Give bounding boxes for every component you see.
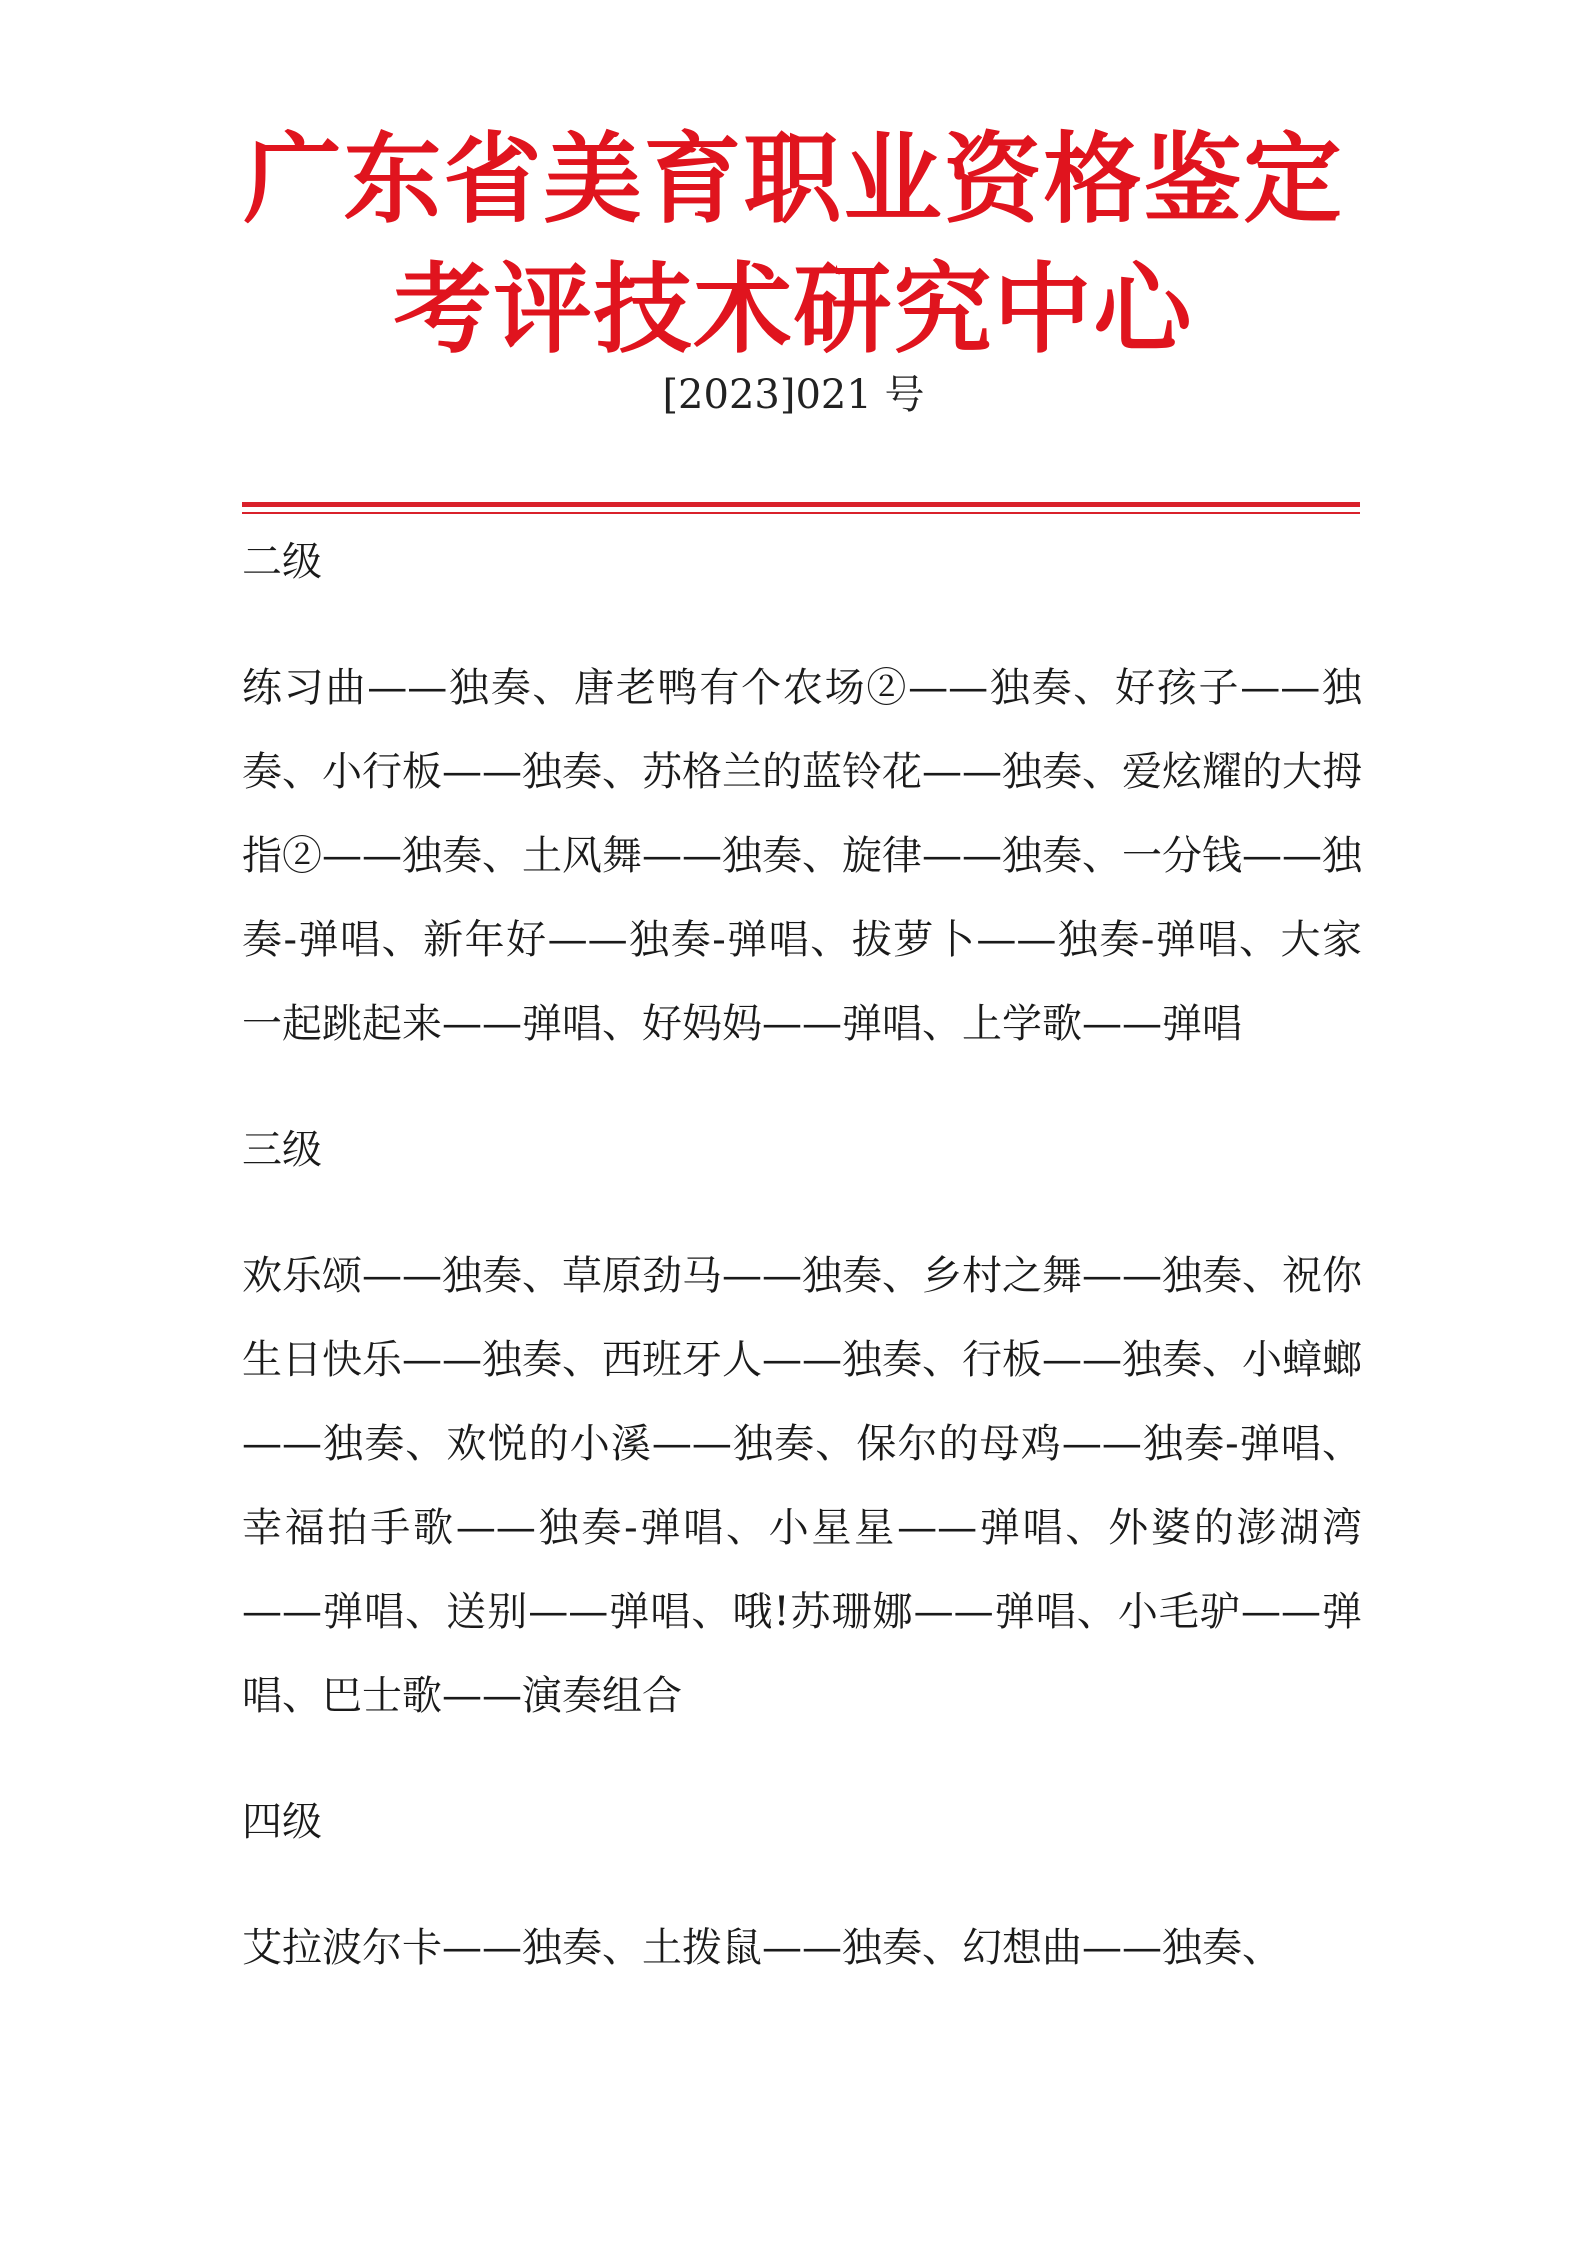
level-section-2 bbox=[242, 520, 1362, 1066]
document-body bbox=[242, 520, 1362, 1990]
document-title-line-1: 广东省美育职业资格鉴定 bbox=[243, 122, 1344, 237]
level-section-4 bbox=[242, 1780, 1362, 1990]
repertoire-list: 艾拉波尔卡——独奏、土拨鼠——独奏、幻想曲——独奏、 bbox=[242, 1925, 1282, 1971]
document-number: [2023]021 号 bbox=[662, 372, 925, 418]
level-heading: 二级 bbox=[242, 539, 322, 585]
red-divider-thin bbox=[242, 512, 1360, 514]
level-section-3 bbox=[242, 1108, 1362, 1738]
red-divider-thick bbox=[242, 502, 1360, 507]
repertoire-list: 欢乐颂——独奏、草原劲马——独奏、乡村之舞——独奏、祝你生日快乐——独奏、西班牙人——独奏、行板——独奏、小蟑螂——独奏、欢悦的小溪——独奏、保尔的母鸡——独奏-弹唱、幸福拍手歌——独奏-弹唱、小星星——弹唱、外婆的澎湖湾——弹唱、送别——弹唱、哦!苏珊娜——弹唱、小毛驴——弹唱、巴士歌——演奏组合 bbox=[242, 1253, 1362, 1719]
level-heading: 四级 bbox=[242, 1799, 322, 1845]
level-heading: 三级 bbox=[242, 1127, 322, 1173]
document-title-line-2: 考评技术研究中心 bbox=[393, 252, 1194, 367]
repertoire-list: 练习曲——独奏、唐老鸭有个农场②——独奏、好孩子——独奏、小行板——独奏、苏格兰的蓝铃花——独奏、爱炫耀的大拇指②——独奏、土风舞——独奏、旋律——独奏、一分钱——独奏-弹唱、新年好——独奏-弹唱、拔萝卜——独奏-弹唱、大家一起跳起来——弹唱、好妈妈——弹唱、上学歌——弹唱 bbox=[242, 665, 1362, 1047]
